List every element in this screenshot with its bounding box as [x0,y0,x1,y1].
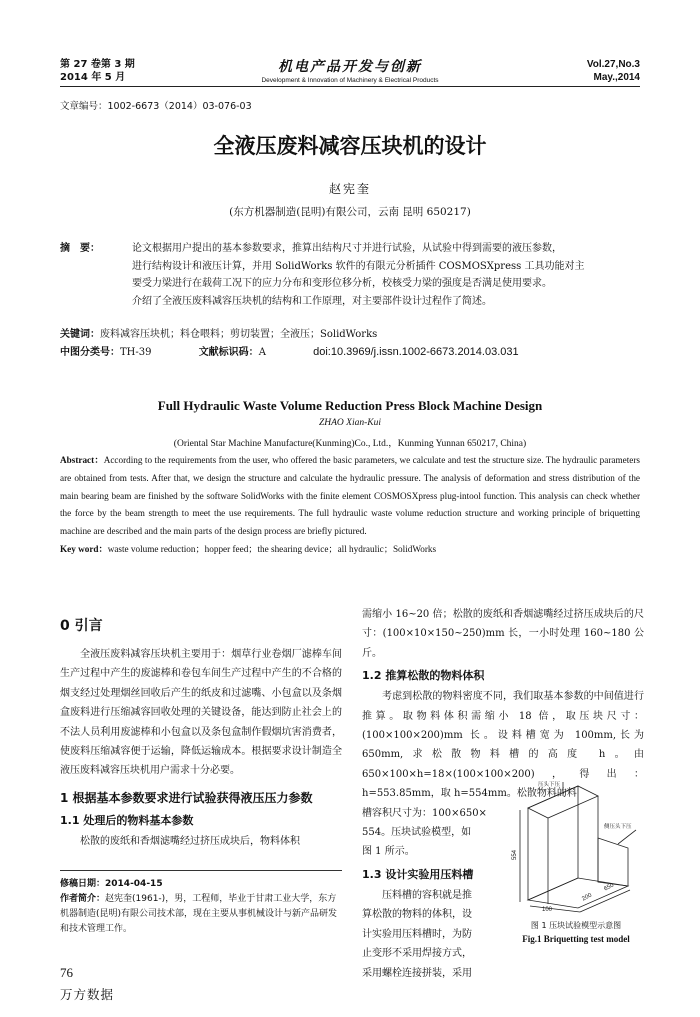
abstract-cn-line: 介绍了全液压废料减容压块机的结构和工作原理，对主要部件设计过程作了简述。 [132,295,492,307]
text-line: 计实验用压料槽时，为防 [362,928,472,940]
text-line: 槽容积尺寸为：100×650× [362,807,487,819]
right-paragraph-1: 需缩小 16~20 倍；松散的废纸和香烟滤嘴经过挤压成块后的尺寸：(100×10×150~250)mm 长，一小时处理 160~180 公斤。 [362,609,644,659]
watermark: 万方数据 [60,987,115,1002]
text-line: 图 1 所示。 [362,846,415,858]
keywords-cn-text: 废料减容压块机；料仓喂料；剪切装置；全液压；SolidWorks [100,329,378,340]
bio-text: 赵宪奎(1961-)，男，工程师，毕业于甘肃工业大学，东方机器制造(昆明)有限公司技术部，现在主要从事机械设计与新产品研发和技术管理工作。 [60,894,338,934]
text-line: 压料槽的容积就是推 [382,889,472,901]
clc-label: 中图分类号： [60,347,120,358]
classification-line [60,343,541,358]
abstract-cn-label: 摘 要： [60,243,100,254]
section-0-heading: 0 引言 [60,618,103,634]
author-cn: 赵宪奎 [328,182,371,196]
author-en: ZHAO Xian-Kui [318,418,381,428]
text-line: 止变形不采用焊接方式， [362,948,472,960]
keywords-en-label: Key word： [60,543,108,554]
keywords-cn [60,325,377,340]
doc-code: A [258,347,266,358]
volume-issue-cn: 第 27 卷第 3 期 [60,59,135,70]
footnote [60,877,342,937]
abstract-cn-line: 论文根据用户提出的基本参数要求，推算出结构尺寸并进行试验，从试验中得到需要的液压参数， [132,243,562,254]
paper-title-en: Full Hydraulic Waste Volume Reduction Press Block Machine Design [157,398,543,413]
abstract-cn-line: 进行结构设计和液压计算，并用 SolidWorks 软件的有限元分析插件 COSMOSXpress 工具功能对主 [132,260,585,272]
article-number: 文章编号：1002-6673（2014）03-076-03 [60,101,252,112]
figure-label-top: 压头下压 [538,782,561,788]
figure-dim-w: 100 [542,907,553,913]
journal-title-en: Development & Innovation of Machinery & Electrical Products [261,77,439,84]
figure-caption-en: Fig.1 Briquetting test model [522,934,630,944]
abstract-en-label: Abstract： [60,455,104,465]
section-1-2-continued [362,804,504,862]
affiliation-en: (Oriental Star Machine Manufacture(Kunming)Co., Ltd.，Kunming Yunnan 650217, China) [173,439,527,449]
volume-issue-en: Vol.27,No.3 [586,59,640,70]
header-issue-en [587,58,640,84]
section-1-heading: 1 根据基本参数要求进行试验获得液压压力参数 [60,790,313,805]
section-1-1-paragraph [60,832,342,851]
section-0-paragraph [60,645,342,781]
abstract-cn [60,240,640,310]
journal-title-cn: 机电产品开发与创新 [278,59,422,75]
affiliation-cn: (东方机器制造(昆明)有限公司，云南 昆明 650217) [229,206,471,218]
section-1-3-paragraph [362,886,504,983]
journal-masthead [200,56,500,84]
header-rule [60,86,640,87]
section-1-1-text: 松散的废纸和香烟滤嘴经过挤压成块后，物料体积 [80,835,300,847]
doc-code-label: 文献标识码： [198,347,259,358]
section-1-2-heading: 1.2 推算松散的物料体积 [362,669,485,683]
page-number: 76 [60,965,73,980]
keywords-en-text: waste volume reduction；hopper feed；the shearing device；all hydraulic；SolidWorks [107,543,437,554]
figure-base [528,878,628,908]
received-label: 修稿日期： [60,879,106,889]
figure-caption-cn: 图 1 压块试验模型示意图 [530,921,622,930]
received-date: 2014-04-15 [105,879,163,889]
text-line: 采用螺栓连接拼装，采用 [362,967,472,979]
figure-dim-l2: 650 [603,882,615,893]
date-cn: 2014 年 5 月 [60,72,126,83]
figure-side-head [598,838,628,886]
section-1-3-heading: 1.3 设计实验用压料槽 [362,867,474,881]
section-0-text: 全液压废料减容压块机主要用于：烟草行业卷烟厂滤棒车间生产过程中产生的废滤棒和卷包车间生产过程中产生的不合格的烟支经过处理烟丝回收后产生的纸皮和过滤嘴、小包盒以及条烟盒废料进行压缩减容回收处理的关键设备，能达到防止社会上的不法人员利用废滤棒和小包盒以及条包盒制作假烟坑害消费者，使废料压缩减容便于运输，降低运输成本。根据要求设计制造全液压废料减容压块机用户需求十分必要。 [60,649,342,777]
paper-title-cn: 全液压废料减容压块机的设计 [213,134,487,158]
abstract-en-text: According to the requirements from the user, who offered the basic parameters, we calculate and test the structure size. The hydraulic parameters are obtained from tests. After that, we design the structure and calculate the hydraulic pressure. The analysis of deformation and stress distribution of the main bearing beam are finished by the software SolidWorks with the finite element COSMOSXpress plug-intool function. This analysis can check whether the force by the beam strength to meet the use requirements. The full hydraulic waste volume reduction structure and working principle of briquetting machine are described and the main parts of the design process are briefly pictured. [60,455,640,537]
date-en: May.,2014 [593,72,640,83]
abstract-en [60,452,640,559]
section-1-1-heading: 1.1 处理后的物料基本参数 [60,813,194,827]
text-line: 算松散的物料的体积，设 [362,909,472,921]
header-issue-cn [60,58,135,84]
body-left-column [60,615,342,851]
figure-dim-h: 554 [512,849,518,860]
figure-arrow-side [618,830,636,844]
section-1-2-text: 考虑到松散的物料密度不同，我们取基本参数的中间值进行推算。取物料体积需缩小 18 倍，取压块尺寸：(100×100×200)mm 长。设料槽宽为 100mm,长为 650mm,求松散物料槽的高度 h。由 650×100×h=18×(100×100×200)，得出：h=553.85mm，取 h=554mm。松散物料的料 [362,691,644,800]
text-line: 554。压块试验模型，如 [362,827,472,839]
figure-dim-l1: 200 [581,892,593,903]
doi-link[interactable]: doi:10.3969/j.issn.1002-6673.2014.03.031 [313,346,519,358]
bio-label: 作者简介： [60,894,106,904]
footnote-rule [60,870,342,871]
briquetting-model-figure [508,778,644,913]
figure-label-side: 侧压头下压 [604,824,632,830]
keywords-cn-label: 关键词： [60,329,100,340]
figure-front-face [528,786,578,900]
abstract-cn-line: 要受力梁进行在载荷工况下的应力分布和变形位移分析，校核受力梁的强度是否满足使用要求。 [132,278,552,289]
clc-code: TH-39 [120,347,152,358]
